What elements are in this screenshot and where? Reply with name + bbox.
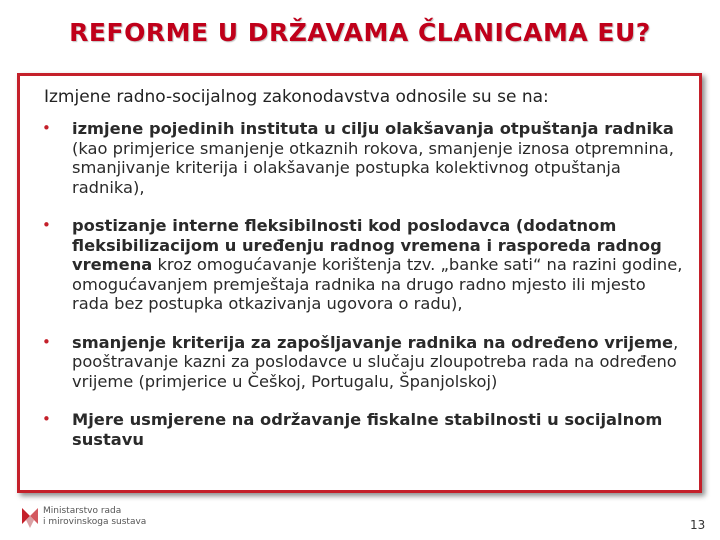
bullet-dot: • [42,332,51,351]
bullet-normal-text: (kao primjerice smanjenje otkaznih rokova, smanjenje iznosa otpremnina, smanjivanje kriterija i olakšavanje postupka kolektivnog otpuštanja radnika), [72,138,674,197]
bullet-list [26,119,686,468]
logo-line-1: Ministarstvo rada [43,506,122,516]
bullet-normal-text: kroz omogućavanje korištenja tzv. „banke sati“ na razini godine, omogućavanjem premještaja radnika na drugo radno mjesto ili mjesto rada bez postupka otkazivanja ugovora o radu), [72,255,683,313]
ministry-logo-text [43,506,146,528]
ministry-logo-icon [20,506,40,530]
logo-line-2: i mirovinskoga sustava [43,517,147,527]
bullet-normal-text: , pooštravanje kazni za poslodavce u slučaju zloupotreba rada na određeno vrijeme (primjerice u Češkoj, Portugalu, Španjolskoj) [72,332,679,391]
bullet-dot: • [42,216,51,234]
content-box [17,73,702,493]
bullet-dot: • [42,119,51,137]
bullet-bold-text: izmjene pojedinih instituta u cilju olakšavanja otpuštanja radnika [72,119,674,138]
bullet-bold-text: smanjenje kriterija za zapošljavanje radnika na određeno vrijeme [72,332,674,352]
intro-text: Izmjene radno-socijalnog zakonodavstva odnosile su se na: [44,87,549,107]
bullet-item [26,333,686,392]
bullet-bold-text: Mjere usmjerene na održavanje fiskalne stabilnosti u socijalnom sustavu [72,410,663,449]
bullet-item [26,216,686,314]
bullet-bold-text: postizanje interne fleksibilnosti kod poslodavca (dodatnom fleksibilizacijom u uređenju radnog vremena i rasporeda radnog vremena [72,216,662,274]
bullet-item [26,119,686,197]
bullet-dot: • [42,410,51,428]
bullet-item [26,410,686,449]
slide-title: REFORME U DRŽAVAMA ČLANICAMA EU? [69,18,651,47]
page-number: 13 [690,518,706,532]
